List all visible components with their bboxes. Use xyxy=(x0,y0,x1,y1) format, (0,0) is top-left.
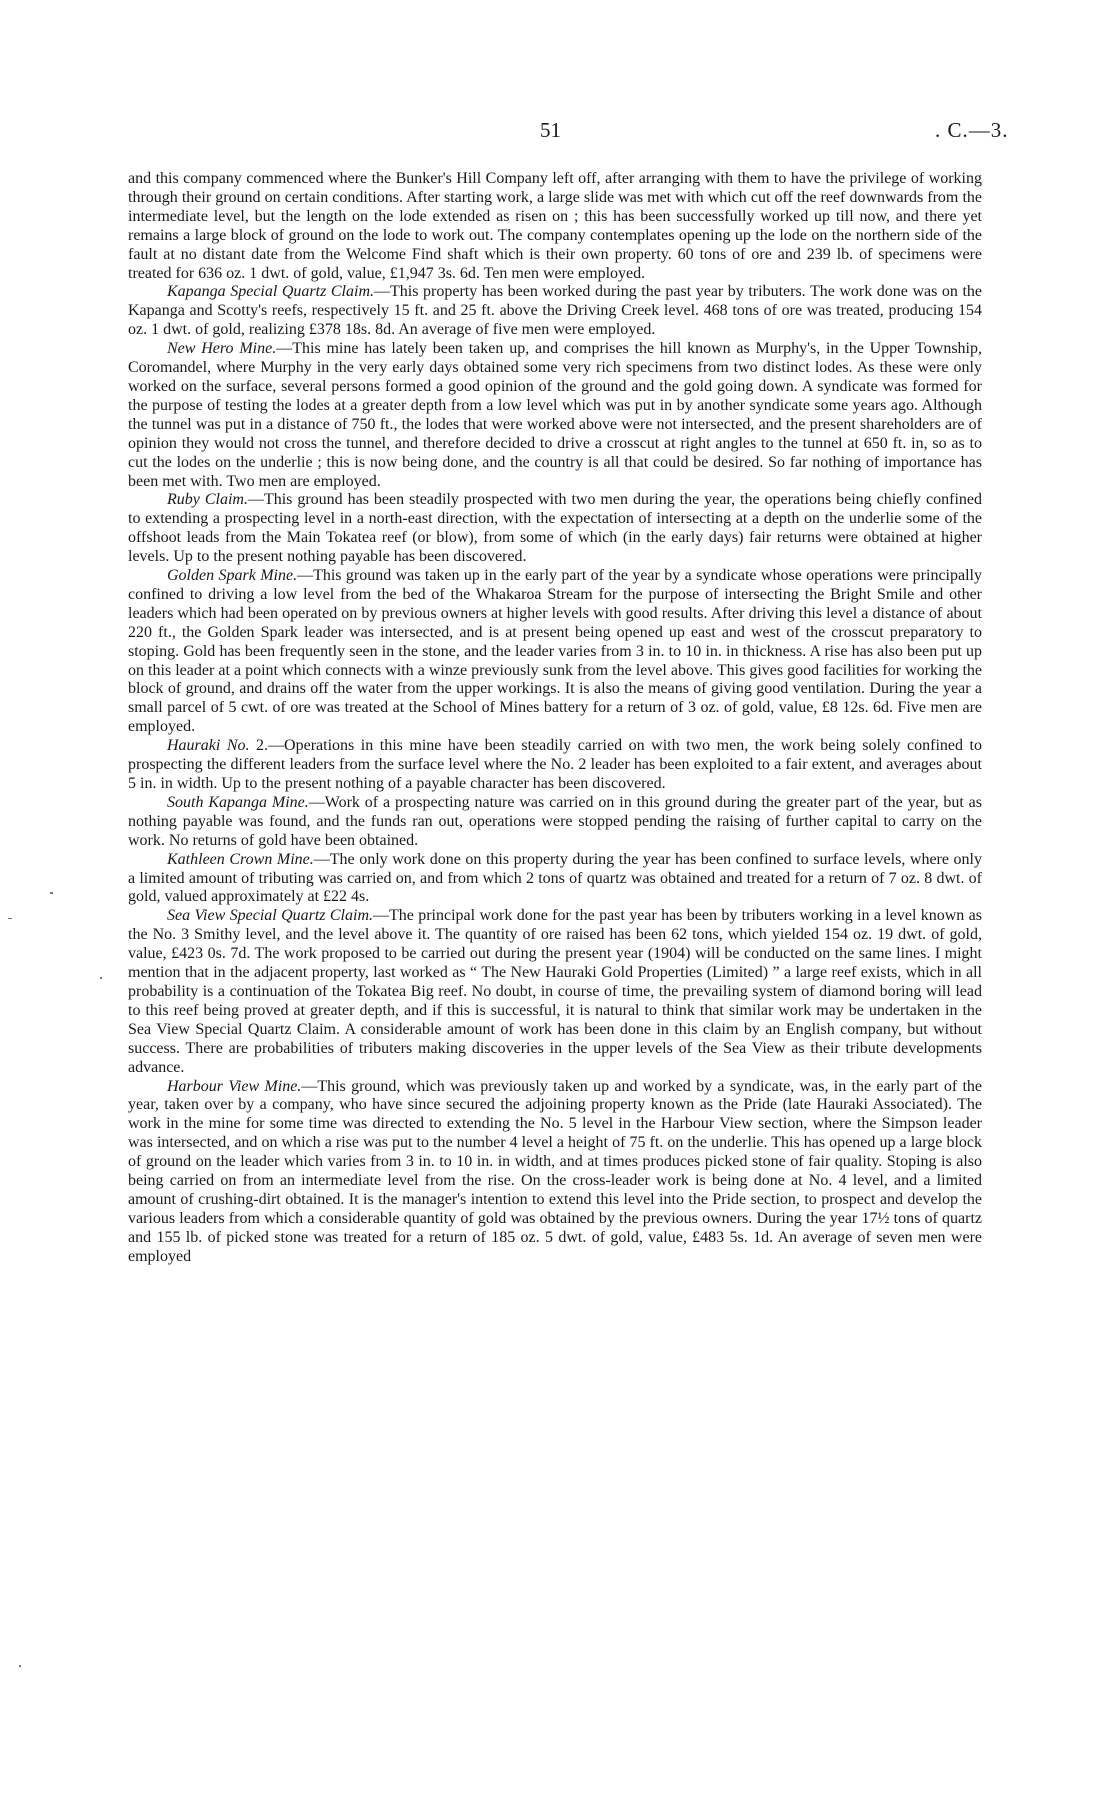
paragraph-text: —The only work done on this property during the year has been confined to surface levels, where only a limited amount of tributing was carried on, and from which 2 tons of quartz was obtained and treated for a return of 7 oz. 8 dwt. of gold, valued approximately at £22 4s. xyxy=(128,850,982,906)
page-header xyxy=(0,118,1114,146)
scan-speck xyxy=(50,892,53,894)
paragraph-sea-view-special-quartz-claim xyxy=(128,907,982,1077)
mine-name: Hauraki No. xyxy=(167,737,250,755)
mine-name: South Kapanga Mine. xyxy=(167,793,309,811)
paragraph-text: —This ground, which was previously taken up and worked by a syndicate, was, in the early part of the year, taken over by a company, who have since secured the adjoining property known as the Pride (late Hauraki Associated). The work in the mine for some time was directed to extending the No. 5 level in the Harbour View section, where the Simpson leader was intersected, and on which a rise was put to the number 4 level a height of 75 ft. on the underlie. This has opened up a large block of ground on the leader which varies from 3 in. to 10 in. in width, and at times produces picked stone of fair quality. Stoping is also being carried on from an intermediate level from the rise. On the cross-leader work is being done at No. 4 level, and a limited amount of crushing-dirt obtained. It is the manager's intention to extend this level into the Pride section, to prospect and develop the various leaders from which a considerable quantity of gold was obtained by the previous owners. During the year 17½ tons of quartz and 155 lb. of picked stone was treated for a return of 185 oz. 5 dwt. of gold, value, £483 5s. 1d. An average of seven men were employed xyxy=(128,1077,983,1265)
paragraph-text: —This property has been worked during the past year by tributers. The work done was on the Kapanga and Scotty's reefs, respectively 15 ft. and 25 ft. above the Driving Creek level. 468 tons of ore was treated, producing 154 oz. 1 dwt. of gold, realizing £378 18s. 8d. An average of five men were employed. xyxy=(128,283,983,339)
paragraph-text: —This mine has lately been taken up, and comprises the hill known as Murphy's, in the Upper Township, Coromandel, where Murphy in the very early days obtained some very rich specimens from two distinct lodes. As these were only worked on the surface, several persons formed a good opinion of the ground and the gold going down. A syndicate was formed for the purpose of testing the lodes at a greater depth from a low level which was put in by another syndicate some years ago. Although the tunnel was put in a distance of 750 ft., the lodes that were worked above were not intersected, and the present shareholders are of opinion they would not cross the tunnel, and therefore decided to drive a crosscut at right angles to the tunnel at 650 ft. in, so as to cut the lodes on the underlie ; this is now being done, and the country is all that could be desired. So far nothing of importance has been met with. Two men are employed. xyxy=(128,340,982,490)
paragraph-text: 2.—Operations in this mine have been steadily carried on with two men, the work being solely confined to prospecting the different leaders from the surface level where the No. 2 leader has been exploited to a fair extent, and averages about 5 in. in width. Up to the present nothing of a payable character has been discovered. xyxy=(128,737,982,792)
paragraph-new-hero-mine xyxy=(128,340,982,491)
document-reference: . C.—3. xyxy=(935,118,1009,142)
paragraph-kathleen-crown-mine xyxy=(128,851,982,908)
page-number: 51 xyxy=(540,118,561,142)
mine-name: New Hero Mine. xyxy=(167,340,277,358)
mine-name: Kathleen Crown Mine. xyxy=(167,850,314,868)
scan-speck xyxy=(19,1665,21,1667)
mine-name: Kapanga Special Quartz Claim. xyxy=(167,283,375,301)
paragraph-kapanga-special-quartz-claim xyxy=(128,283,982,340)
paragraph-text: —This ground was taken up in the early part of the year by a syndicate whose operations were principally confined to driving a low level from the bed of the Whakaroa Stream for the purpose of intersecting the Bright Smile and other leaders which had been operated on by previous owners at higher levels with good results. After driving this level a distance of about 220 ft., the Golden Spark leader was intersected, and is at present being opened up east and west of the crosscut preparatory to stoping. Gold has been frequently seen in the stone, and the leader varies from 3 in. to 10 in. in thickness. A rise has also been put up on this leader at a point which connects with a winze previously sunk from the level above. This gives good facilities for working the block of ground, and drains off the water from the upper workings. It is also the means of giving good ventilation. During the year a small parcel of 5 cwt. of ore was treated at the School of Mines battery for a return of 3 oz. of gold, value, £8 12s. 6d. Five men are employed. xyxy=(128,567,982,736)
mine-name: Golden Spark Mine. xyxy=(167,567,298,585)
paragraph-hauraki-no-2 xyxy=(128,737,982,794)
paragraph-text: —This ground has been steadily prospected with two men during the year, the operations being chiefly confined to extending a prospecting level in a north-east direction, with the expectation of intersecting at a depth on the underlie some of the offshoot leads from the Main Tokatea reef (or blow), from some of which (in the early days) fair returns were obtained at higher levels. Up to the present nothing payable has been discovered. xyxy=(128,491,982,566)
paragraph-text: and this company commenced where the Bunker's Hill Company left off, after arranging with them to have the privilege of working through their ground on certain conditions. After starting work, a large slide was met with which cut off the reef downwards from the intermediate level, but the length on the lode extended as risen on ; this has been successfully worked up till now, and there yet remains a large block of ground on the lode to work out. The company contemplates opening up the lode on the northern side of the fault at no distant date from the Welcome Find shaft which is their own property. 60 tons of ore and 239 lb. of specimens were treated for 636 oz. 1 dwt. of gold, value, £1,947 3s. 6d. Ten men were employed. xyxy=(128,170,982,282)
mine-name: Sea View Special Quartz Claim. xyxy=(167,907,373,925)
mine-name: Ruby Claim. xyxy=(167,491,248,509)
paragraph-south-kapanga-mine xyxy=(128,794,982,851)
scan-speck xyxy=(8,918,12,919)
paragraph-text: —The principal work done for the past year has been by tributers working in a level known as the No. 3 Smithy level, and the level above it. The quantity of ore raised has been 62 tons, which yielded 154 oz. 19 dwt. of gold, value, £423 0s. 7d. The work proposed to be carried out during the present year (1904) will be conducted on the same lines. I might mention that in the adjacent property, last worked as “ The New Hauraki Gold Properties (Limited) ” a large reef exists, which in all probability is a continuation of the Tokatea Big reef. No doubt, in course of time, the prevailing system of diamond boring will lead to this reef being proved at greater depth, and if this is successful, it is natural to think that similar work may be undertaken in the Sea View Special Quartz Claim. A considerable amount of work has been done in this claim by an English company, but without success. There are probabilities of tributers making discoveries in the upper levels of the Sea View as their tribute developments advance. xyxy=(128,907,982,1076)
report-body xyxy=(128,170,982,1267)
paragraph-golden-spark-mine xyxy=(128,567,982,737)
paragraph-ruby-claim xyxy=(128,491,982,567)
paragraph-text: —Work of a prospecting nature was carried on in this ground during the greater part of the year, but as nothing payable was found, and the funds ran out, operations were stopped pending the raising of further capital to carry on the work. No returns of gold have been obtained. xyxy=(128,793,982,849)
paragraph-harbour-view-mine xyxy=(128,1078,982,1267)
paragraph-bunkers-hill-continuation xyxy=(128,170,982,283)
mine-name: Harbour View Mine. xyxy=(167,1077,302,1095)
scan-speck xyxy=(100,977,102,979)
